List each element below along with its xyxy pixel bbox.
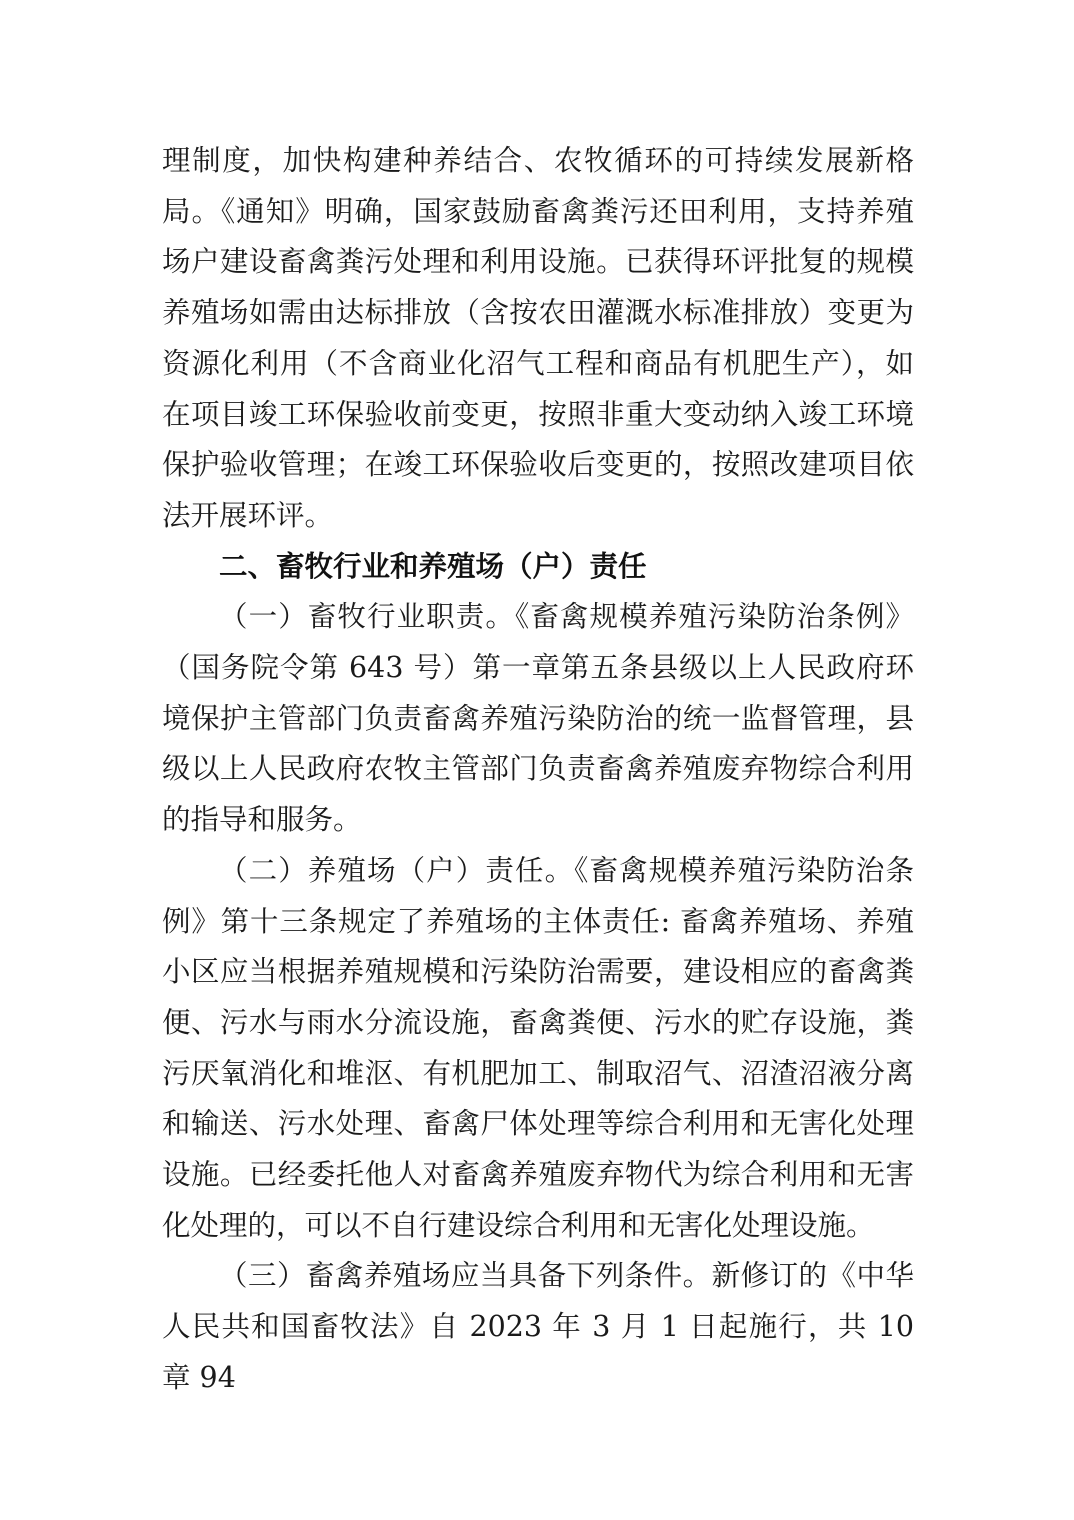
- section-heading: 二、畜牧行业和养殖场（户）责任: [219, 549, 647, 583]
- paragraph-farm-responsibility: （二）养殖场（户）责任。《畜禽规模养殖污染防治条例》第十三条规定了养殖场的主体责任: 畜禽养殖场、养殖小区应当根据养殖规模和污染防治需要，建设相应的畜禽粪便、污水与雨水分流设施，畜禽粪便、污水的贮存设施，粪污厌氧消化和堆沤、有机肥加工、制取沼气、沼渣沼液分离和输送、污水处理、畜禽尸体处理等综合利用和无害化处理设施。已经委托他人对畜禽养殖废弃物代为综合利用和无害化处理的，可以不自行建设综合利用和无害化处理设施。: [162, 853, 914, 1242]
- paragraph-farm-conditions: （三）畜禽养殖场应当具备下列条件。新修订的《中华人民共和国畜牧法》自 2023 年 3 月 1 日起施行，共 10 章 94: [162, 1259, 914, 1394]
- document-body: [162, 136, 914, 1404]
- paragraph-livestock-duties: （一）畜牧行业职责。《畜禽规模养殖污染防治条例》（国务院令第 643 号）第一章第五条县级以上人民政府环境保护主管部门负责畜禽养殖污染防治的统一监督管理，县级以上人民政府农牧主管部门负责畜禽养殖废弃物综合利用的指导和服务。: [162, 600, 914, 837]
- paragraph-continuation: 理制度，加快构建种养结合、农牧循环的可持续发展新格局。《通知》明确，国家鼓励畜禽粪污还田利用，支持养殖场户建设畜禽粪污处理和利用设施。已获得环评批复的规模养殖场如需由达标排放（含按农田灌溉水标准排放）变更为资源化利用（不含商业化沼气工程和商品有机肥生产），如在项目竣工环保验收前变更，按照非重大变动纳入竣工环境保护验收管理；在竣工环保验收后变更的，按照改建项目依法开展环评。: [162, 144, 914, 532]
